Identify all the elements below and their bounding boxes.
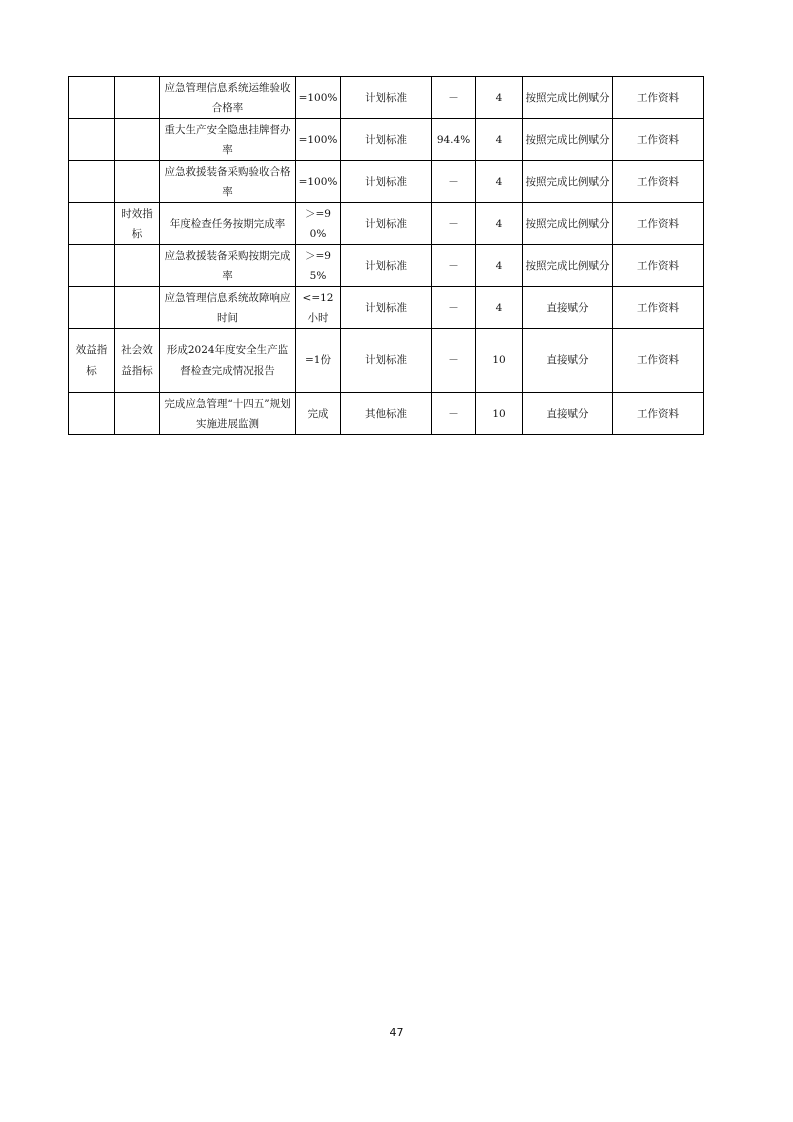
source-cell: 工作资料: [613, 245, 704, 287]
indicator-cell: 应急管理信息系统运维验收合格率: [160, 77, 296, 119]
performance-indicator-table: [68, 76, 704, 435]
table-row: [69, 393, 704, 435]
target-cell: =1份: [296, 329, 341, 393]
level2-cell: [115, 393, 160, 435]
level1-cell: [69, 161, 115, 203]
table-row: [69, 245, 704, 287]
target-cell: =100%: [296, 77, 341, 119]
table-row: [69, 203, 704, 245]
actual-cell: －: [432, 77, 476, 119]
level1-cell: [69, 119, 115, 161]
table-row: [69, 287, 704, 329]
actual-cell: －: [432, 287, 476, 329]
score-cell: 4: [476, 119, 523, 161]
table-row: [69, 119, 704, 161]
source-cell: 工作资料: [613, 329, 704, 393]
method-cell: 按照完成比例赋分: [523, 245, 613, 287]
source-cell: 工作资料: [613, 161, 704, 203]
level2-cell: [115, 161, 160, 203]
indicator-cell: 应急管理信息系统故障响应时间: [160, 287, 296, 329]
score-cell: 4: [476, 287, 523, 329]
actual-cell: －: [432, 161, 476, 203]
actual-cell: －: [432, 203, 476, 245]
method-cell: 直接赋分: [523, 393, 613, 435]
level1-cell: [69, 287, 115, 329]
target-cell: =100%: [296, 161, 341, 203]
standard-cell: 计划标准: [341, 329, 432, 393]
level1-cell: [69, 393, 115, 435]
level2-cell: [115, 77, 160, 119]
target-cell: 完成: [296, 393, 341, 435]
table-row: [69, 329, 704, 393]
target-cell: ＞=95%: [296, 245, 341, 287]
standard-cell: 计划标准: [341, 287, 432, 329]
level2-cell: [115, 287, 160, 329]
source-cell: 工作资料: [613, 77, 704, 119]
level2-cell: 时效指标: [115, 203, 160, 245]
actual-cell: －: [432, 245, 476, 287]
standard-cell: 计划标准: [341, 119, 432, 161]
score-cell: 4: [476, 203, 523, 245]
score-cell: 4: [476, 77, 523, 119]
method-cell: 直接赋分: [523, 329, 613, 393]
level1-cell: 效益指标: [69, 329, 115, 393]
source-cell: 工作资料: [613, 393, 704, 435]
table-row: [69, 161, 704, 203]
target-cell: ＞=90%: [296, 203, 341, 245]
indicator-cell: 完成应急管理“十四五”规划实施进展监测: [160, 393, 296, 435]
indicator-cell: 重大生产安全隐患挂牌督办率: [160, 119, 296, 161]
level1-cell: [69, 77, 115, 119]
source-cell: 工作资料: [613, 203, 704, 245]
level2-cell: 社会效益指标: [115, 329, 160, 393]
method-cell: 直接赋分: [523, 287, 613, 329]
source-cell: 工作资料: [613, 119, 704, 161]
indicator-cell: 应急救援装备采购验收合格率: [160, 161, 296, 203]
actual-cell: －: [432, 393, 476, 435]
level2-cell: [115, 245, 160, 287]
page-number: 47: [389, 1026, 404, 1039]
target-cell: =100%: [296, 119, 341, 161]
indicator-cell: 应急救援装备采购按期完成率: [160, 245, 296, 287]
method-cell: 按照完成比例赋分: [523, 203, 613, 245]
score-cell: 4: [476, 161, 523, 203]
indicator-cell: 年度检查任务按期完成率: [160, 203, 296, 245]
method-cell: 按照完成比例赋分: [523, 161, 613, 203]
indicator-cell: 形成2024年度安全生产监督检查完成情况报告: [160, 329, 296, 393]
level2-cell: [115, 119, 160, 161]
standard-cell: 计划标准: [341, 203, 432, 245]
method-cell: 按照完成比例赋分: [523, 77, 613, 119]
standard-cell: 计划标准: [341, 77, 432, 119]
table-row: [69, 77, 704, 119]
actual-cell: 94.4%: [432, 119, 476, 161]
standard-cell: 其他标准: [341, 393, 432, 435]
source-cell: 工作资料: [613, 287, 704, 329]
score-cell: 10: [476, 329, 523, 393]
target-cell: <=12小时: [296, 287, 341, 329]
standard-cell: 计划标准: [341, 245, 432, 287]
score-cell: 10: [476, 393, 523, 435]
level1-cell: [69, 245, 115, 287]
actual-cell: －: [432, 329, 476, 393]
score-cell: 4: [476, 245, 523, 287]
standard-cell: 计划标准: [341, 161, 432, 203]
level1-cell: [69, 203, 115, 245]
method-cell: 按照完成比例赋分: [523, 119, 613, 161]
